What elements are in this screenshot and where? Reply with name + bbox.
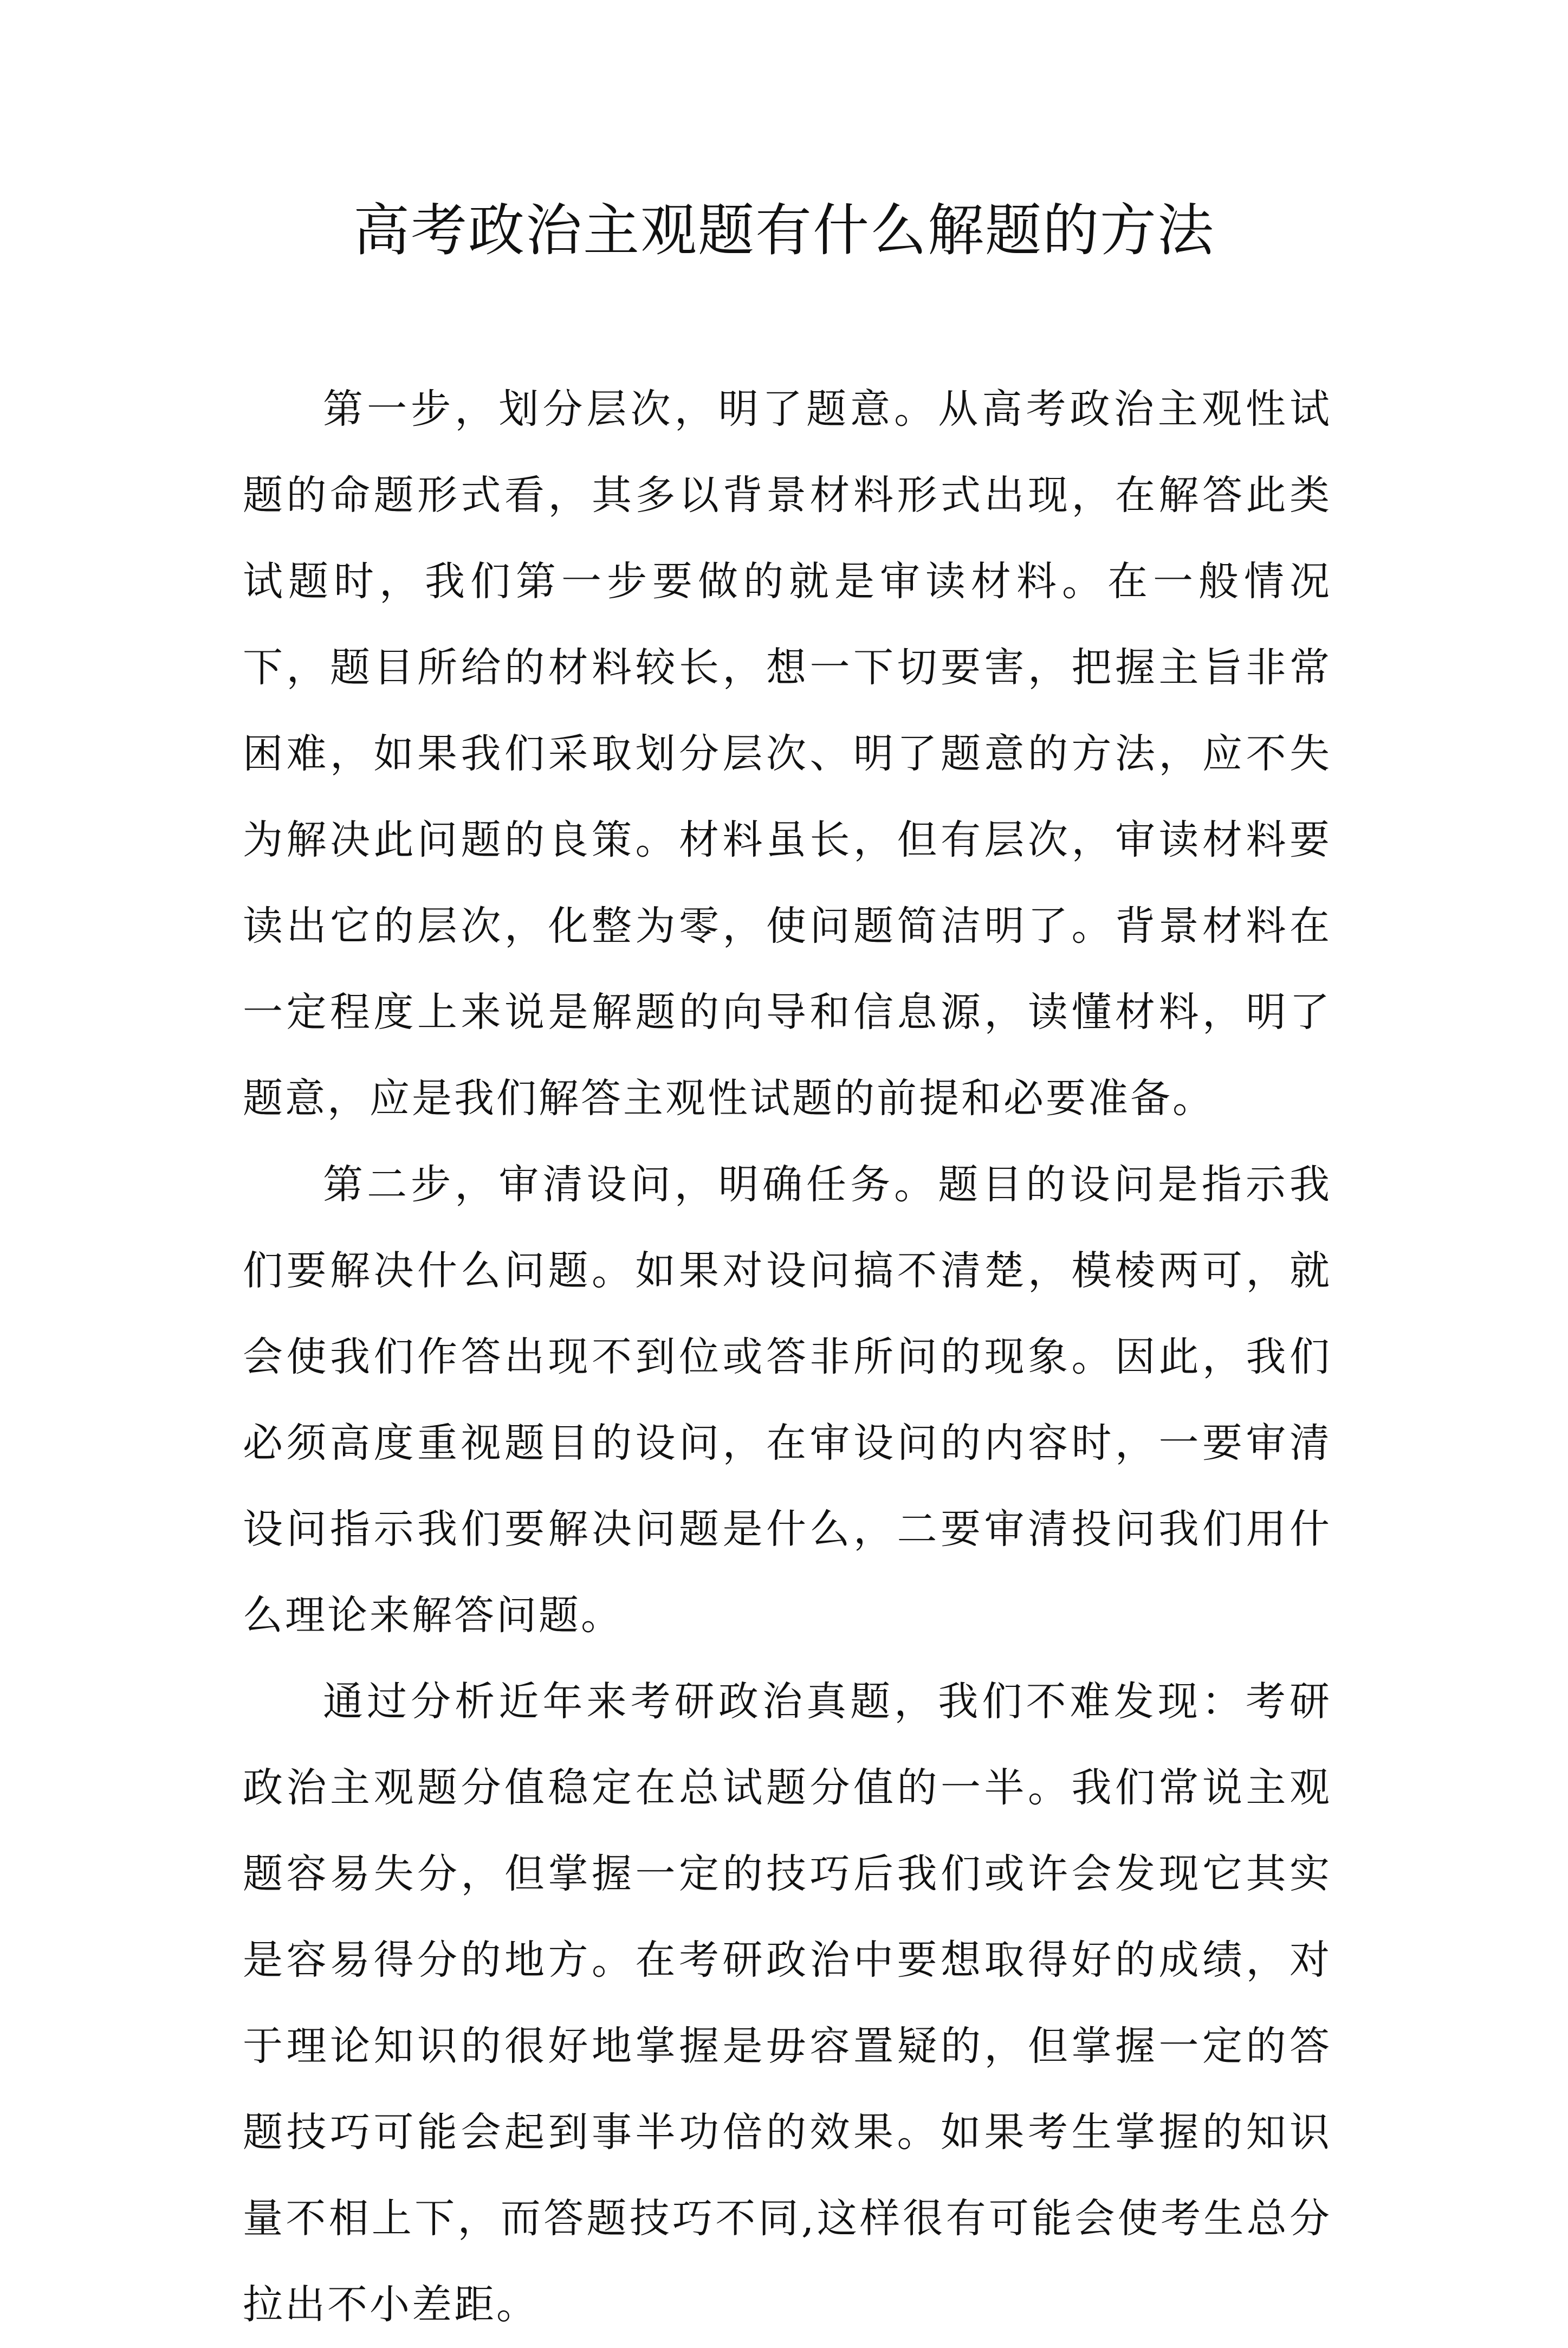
document-body xyxy=(243,366,1332,2348)
paragraph-3: 通过分析近年来考研政治真题，我们不难发现：考研政治主观题分值稳定在总试题分值的一半。我们常说主观题容易失分，但掌握一定的技巧后我们或许会发现它其实是容易得分的地方。在考研政治中要想取得好的成绩，对于理论知识的很好地掌握是毋容置疑的，但掌握一定的答题技巧可能会起到事半功倍的效果。如果考生掌握的知识量不相上下，而答题技巧不同,这样很有可能会使考生总分拉出不小差距。 xyxy=(243,1678,1332,2328)
paragraph-2: 第二步，审清设问，明确任务。题目的设问是指示我们要解决什么问题。如果对设问搞不清楚，模棱两可，就会使我们作答出现不到位或答非所问的现象。因此，我们必须高度重视题目的设问，在审设问的内容时，一要审清设问指示我们要解决问题是什么，二要审清投问我们用什么理论来解答问题。 xyxy=(243,1161,1332,1639)
paragraph-1: 第一步，划分层次，明了题意。从高考政治主观性试题的命题形式看，其多以背景材料形式出现，在解答此类试题时，我们第一步要做的就是审读材料。在一般情况下，题目所给的材料较长，想一下切要害，把握主旨非常困难，如果我们采取划分层次、明了题意的方法，应不失为解决此问题的良策。材料虽长，但有层次，审读材料要读出它的层次，化整为零，使问题简洁明了。背景材料在一定程度上来说是解题的向导和信息源，读懂材料，明了题意，应是我们解答主观性试题的前提和必要准备。 xyxy=(243,386,1332,1122)
document-title: 高考政治主观题有什么解题的方法 xyxy=(353,197,1215,263)
